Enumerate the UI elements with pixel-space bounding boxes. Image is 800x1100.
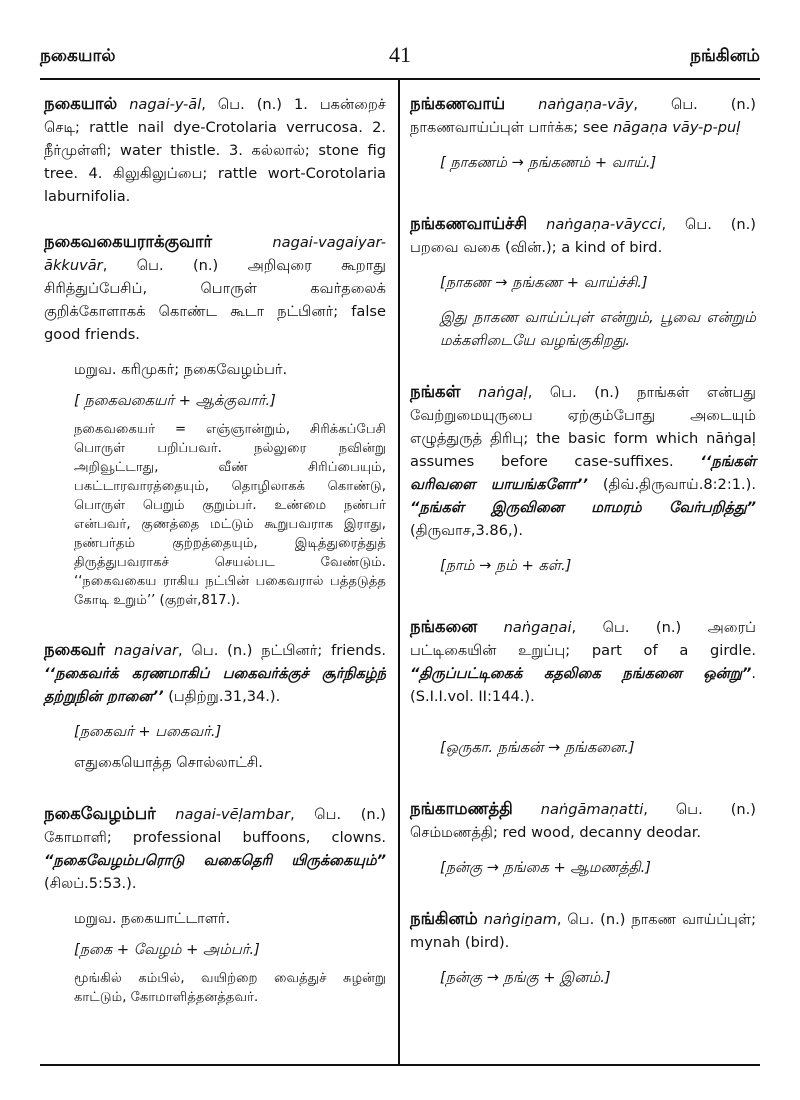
dictionary-entry bbox=[410, 380, 756, 542]
left-column bbox=[44, 92, 386, 1007]
definition: , பெ. (n.) செம்மணத்தி; red wood, decanny deodar. bbox=[410, 801, 756, 841]
usage-note: மூங்கில் கம்பில், வயிற்றை வைத்துச் சுழன்று காட்டும், கோமாளித்தனத்தவர். bbox=[74, 971, 386, 1005]
dictionary-entry bbox=[44, 230, 386, 346]
definition: , பெ. (n.) நட்பினர்; friends. bbox=[178, 642, 386, 659]
definition: , பெ. (n.) அரைப் பட்டிகையின் உறுப்பு; part of a girdle. bbox=[410, 619, 756, 659]
transliteration: naṅgaḷ bbox=[478, 384, 528, 401]
etymology: [நாகண → நங்கண + வாய்ச்சி.] bbox=[440, 274, 648, 291]
transliteration: nagai-y-āl bbox=[129, 96, 202, 113]
synonym-line: மறுவ. கரிமுகர்; நகைவேழம்பர். bbox=[74, 361, 288, 378]
cross-reference: nāgaṇa vāy-p-puḷ bbox=[613, 119, 741, 136]
usage-note: இது நாகண வாய்ப்புள் என்றும், பூவை என்றும் மக்களிடையே வழங்குகிறது. bbox=[440, 309, 756, 349]
citation: (திவ்.திருவாய்.8:2:1.). bbox=[587, 476, 756, 493]
definition: , பெ. (n.) நாகணவாய்ப்புள் பார்க்க; see bbox=[410, 96, 756, 136]
citation: (திருவாச,3.86,). bbox=[410, 522, 523, 539]
citation: (பதிற்று.31,34.). bbox=[163, 688, 281, 705]
headword: நங்கினம் bbox=[410, 909, 478, 928]
header-rule bbox=[40, 78, 760, 80]
headword: நகைவேழம்பர் bbox=[44, 804, 156, 823]
etymology: [நாம் → நம் + கள்.] bbox=[440, 557, 572, 574]
usage-note: எதுகையொத்த சொல்லாட்சி. bbox=[74, 754, 263, 771]
etymology: [நன்கு → நங்கை + ஆமணத்தி.] bbox=[440, 859, 651, 876]
transliteration: naṅgāmaṇatti bbox=[540, 801, 644, 818]
citation: . (S.I.I.vol. II:144.). bbox=[410, 665, 756, 705]
etymology: [நகைவர் + பகைவர்.] bbox=[74, 723, 222, 740]
headword: நகைவகையராக்குவார் bbox=[44, 232, 213, 251]
literary-quote: “திருப்பட்டிகைக் கதலிகை நங்கனை ஒன்று” bbox=[410, 665, 752, 682]
headword: நங்கள் bbox=[410, 382, 461, 401]
headword: நங்கணவாய்ச்சி bbox=[410, 214, 528, 233]
dictionary-entry bbox=[44, 638, 386, 708]
dictionary-entry bbox=[410, 92, 756, 139]
right-column bbox=[410, 92, 756, 989]
transliteration: nagai-vēḷambar bbox=[175, 806, 291, 823]
dictionary-entry bbox=[410, 615, 756, 708]
definition: , பெ. (n.) நாங்கள் என்பது வேற்றுமையுருபை ஏற்கும்போது அடையும் எழுத்துருத் திரிபு; the basic form which nāṅgaḷ assumes before case-suffixes. bbox=[410, 384, 756, 470]
headword: நகைவர் bbox=[44, 640, 106, 659]
literary-quote: “நங்கள் இருவினை மாமரம் வேர்பறித்து” bbox=[410, 499, 756, 516]
column-divider bbox=[398, 80, 400, 1064]
usage-note: நகைவகையர் = எஞ்ஞான்றும், சிரிக்கப்பேசி பொருள் பறிப்பவர். நல்லுரை நவின்று அறிவூட்டாது, வீண் சிரிப்பையும், பகட்டாரவாரத்தையும், தொழிலாகக் கொண்டு, பொருள் பெறும் குறும்பர். உண்மை நண்பர் என்பவர், குணத்தை மட்டும் கூறுபவராக இராது, நண்பர்தம் குற்றத்தையும், இடித்துரைத்துத் திருத்துபவராகச் செயல்பட வேண்டும். ‘‘நகைவகைய ராகிய நட்பின் பகைவரால் பத்தடுத்த கோடி உறும்’’ (குறள்,817.). bbox=[74, 422, 386, 608]
transliteration: naṅgaṇa-vāy bbox=[538, 96, 634, 113]
footer-rule bbox=[40, 1064, 760, 1066]
dictionary-entry bbox=[410, 907, 756, 954]
dictionary-entry bbox=[44, 92, 386, 208]
definition: , பெ. (n.) அறிவுரை கூறாது சிரித்துப்பேசிப், பொருள் கவர்தலைக் குறிக்கோளாகக் கொண்ட கூடா நட்பினர்; false good friends. bbox=[44, 257, 386, 343]
definition: , பெ. (n.) பறவை வகை (வின்.); a kind of bird. bbox=[410, 216, 756, 256]
literary-quote: ‘‘நகைவர்க் கரணமாகிப் பகைவர்க்குச் சூர்நிகழ்ந் தற்றுநின் றானை’’ bbox=[44, 665, 386, 705]
page-number: 41 bbox=[389, 42, 411, 67]
headword: நங்கனை bbox=[410, 617, 478, 636]
dictionary-entry bbox=[410, 797, 756, 844]
running-head-right: நங்கினம் bbox=[690, 46, 760, 66]
transliteration: naṅgaṉai bbox=[503, 619, 572, 636]
etymology: [ நகைவகையர் + ஆக்குவார்.] bbox=[74, 392, 276, 409]
transliteration: naṅgiṉam bbox=[483, 911, 557, 928]
headword: நங்கணவாய் bbox=[410, 94, 506, 113]
synonym-line: மறுவ. நகையாட்டாளர். bbox=[74, 910, 231, 927]
transliteration: naṅgaṇa-vāycci bbox=[546, 216, 662, 233]
etymology: [நன்கு → நங்கு + இனம்.] bbox=[440, 969, 611, 986]
etymology: [நகை + வேழம் + அம்பர்.] bbox=[74, 941, 260, 958]
dictionary-entry bbox=[44, 802, 386, 895]
running-head-left: நகையால் bbox=[40, 46, 116, 66]
page-header bbox=[40, 42, 760, 76]
transliteration: nagai-vagaiyar-ākkuvār bbox=[44, 234, 386, 274]
etymology: [ நாகணம் → நங்கணம் + வாய்.] bbox=[440, 154, 657, 171]
definition: , பெ. (n.) 1. பகன்றைச் செடி; rattle nail dye-Crotolaria verrucosa. 2. நீர்முள்ளி; water thistle. 3. கல்லால்; stone fig tree. 4. கிலுகிலுப்பை; rattle wort-Corotolaria laburnifolia. bbox=[44, 96, 386, 205]
headword: நங்காமணத்தி bbox=[410, 799, 513, 818]
headword: நகையால் bbox=[44, 94, 118, 113]
literary-quote: ‘‘நங்கள் வரிவளை யாயங்களோ’’ bbox=[410, 453, 756, 493]
transliteration: nagaivar bbox=[114, 642, 179, 659]
literary-quote: “நகைவேழம்பரொடு வகைதெரி யிருக்கையும்” bbox=[44, 852, 386, 869]
definition: , பெ. (n.) நாகண வாய்ப்புள்; mynah (bird). bbox=[410, 911, 756, 951]
dictionary-entry bbox=[410, 212, 756, 259]
definition: , பெ. (n.) கோமாளி; professional buffoons, clowns. bbox=[44, 806, 386, 846]
etymology: [ஒருகா. நங்கன் → நங்கனை.] bbox=[440, 739, 635, 756]
citation: (சிலப்.5:53.). bbox=[44, 875, 137, 892]
